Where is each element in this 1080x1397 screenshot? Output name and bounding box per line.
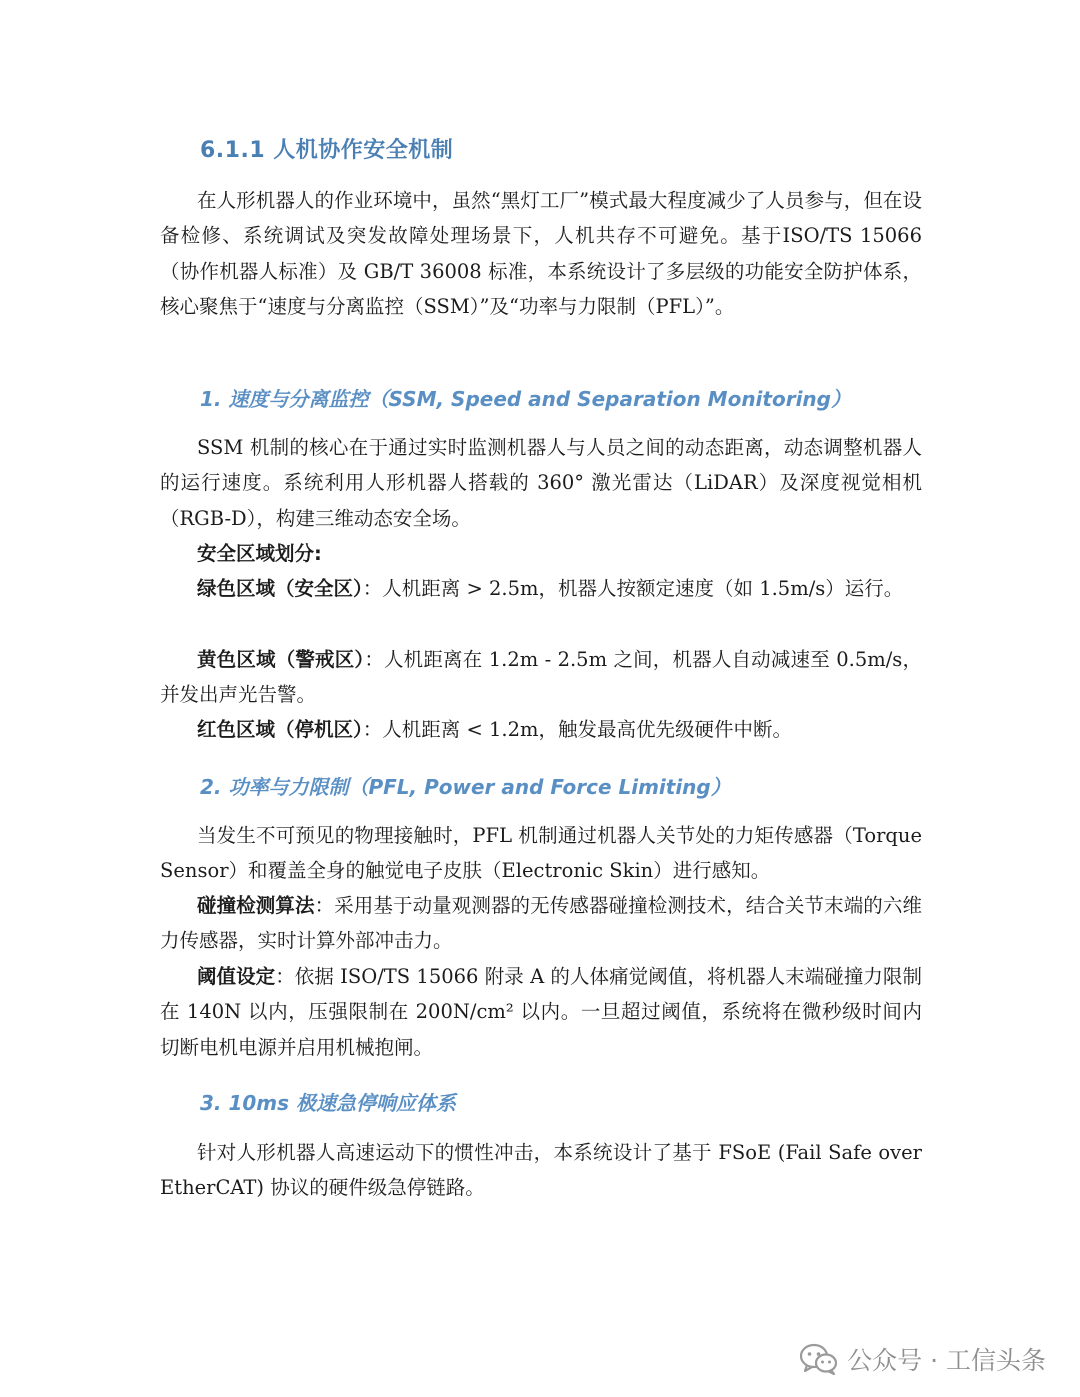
threshold-item <box>160 959 922 1065</box>
red-zone-label: 红色区域（停机区） <box>197 718 363 741</box>
ssm-paragraph: SSM 机制的核心在于通过实时监测机器人与人员之间的动态距离，动态调整机器人的运行速度。系统利用人形机器人搭载的 360° 激光雷达（LiDAR）及深度视觉相机（RGB-D），构建三维动态安全场。 <box>160 436 922 530</box>
yellow-zone-text: ：人机距离在 1.2m - 2.5m 之间，机器人自动减速至 0.5m/s，并发出声光告警。 <box>160 648 922 707</box>
collision-algo-text: ：采用基于动量观测器的无传感器碰撞检测技术，结合关节末端的六维力传感器，实时计算外部冲击力。 <box>160 894 922 953</box>
threshold-label: 阈值设定 <box>197 965 276 988</box>
yellow-zone-item <box>160 642 922 713</box>
estop-paragraph: 针对人形机器人高速运动下的惯性冲击，本系统设计了基于 FSoE (Fail Safe over EtherCAT) 协议的硬件级急停链路。 <box>160 1141 922 1200</box>
red-zone-item <box>160 712 922 747</box>
red-zone-text: ：人机距离 < 1.2m，触发最高优先级硬件中断。 <box>362 718 793 741</box>
green-zone-label: 绿色区域（安全区） <box>197 577 363 600</box>
zones-title-text: 安全区域划分: <box>197 542 322 565</box>
collision-algo-label: 碰撞检测算法 <box>197 894 315 917</box>
intro-paragraph: 在人形机器人的作业环境中，虽然“黑灯工厂”模式最大程度减少了人员参与，但在设备检修、系统调试及突发故障处理场景下，人机共存不可避免。基于ISO/TS 15066（协作机器人标准）及 GB/T 36008 标准，本系统设计了多层级的功能安全防护体系，核心聚焦于“速度与分离监控（SSM）”及“功率与力限制（PFL）”。 <box>160 189 922 318</box>
zones-title <box>160 536 922 571</box>
ssm-heading: 1. 速度与分离监控（SSM, Speed and Separation Monitoring） <box>200 387 851 411</box>
green-zone-item <box>160 571 922 606</box>
yellow-zone-label: 黄色区域（警戒区） <box>197 648 365 671</box>
collision-algo-item <box>160 888 922 959</box>
pfl-paragraph: 当发生不可预见的物理接触时，PFL 机制通过机器人关节处的力矩传感器（Torque Sensor）和覆盖全身的触觉电子皮肤（Electronic Skin）进行感知。 <box>160 824 922 883</box>
watermark-text: 公众号 · 工信头条 <box>847 1346 1046 1375</box>
green-zone-text: ：人机距离 > 2.5m，机器人按额定速度（如 1.5m/s）运行。 <box>362 577 904 600</box>
section-heading: 6.1.1 人机协作安全机制 <box>200 138 454 163</box>
wechat-icon <box>799 1342 839 1376</box>
pfl-heading: 2. 功率与力限制（PFL, Power and Force Limiting） <box>200 775 731 799</box>
watermark <box>799 1339 1046 1379</box>
threshold-text: ：依据 ISO/TS 15066 附录 A 的人体痛觉阈值，将机器人末端碰撞力限制在 140N 以内，压强限制在 200N/cm² 以内。一旦超过阈值，系统将在微秒级时间内切断电机电源并启用机械抱闸。 <box>160 965 922 1059</box>
estop-heading: 3. 10ms 极速急停响应体系 <box>200 1091 457 1115</box>
